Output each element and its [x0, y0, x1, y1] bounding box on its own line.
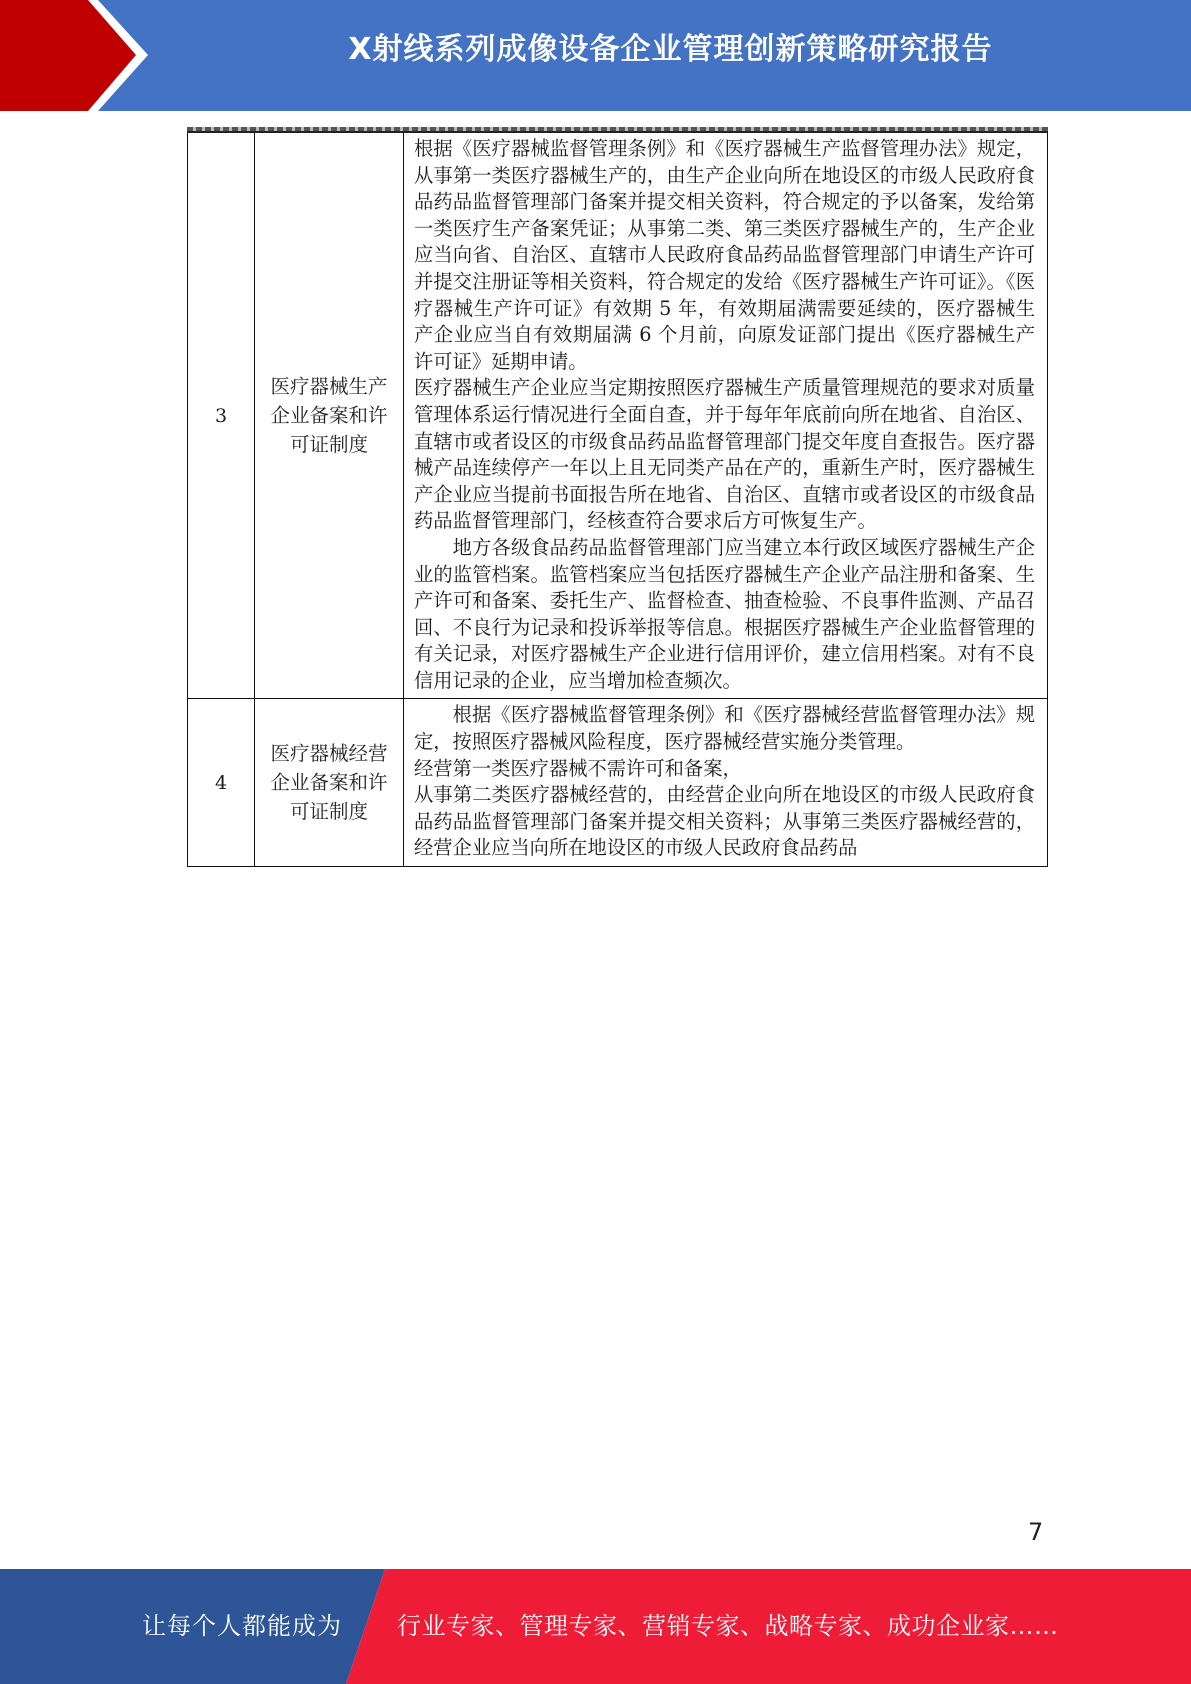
- regulation-name: [255, 699, 404, 867]
- footer-slogan-left: 让每个人都能成为: [142, 1612, 342, 1640]
- regulation-content: [404, 699, 1048, 867]
- row-number: 4: [188, 699, 255, 867]
- table-row: [188, 699, 1048, 867]
- page-number: 7: [1028, 1518, 1044, 1546]
- regulation-name-line: 医疗器械生产: [270, 375, 388, 399]
- content-paragraph: 根据《医疗器械监督管理条例》和《医疗器械生产监督管理办法》规定，从事第一类医疗器械生产的，由生产企业向所在地设区的市级人民政府食品药品监督管理部门备案并提交相关资料，符合规定的予以备案，发给第一类医疗生产备案凭证；从事第二类、第三类医疗器械生产的，生产企业应当向省、自治区、直辖市人民政府食品药品监督管理部门申请生产许可并提交注册证等相关资料，符合规定的发给《医疗器械生产许可证》。《医疗器械生产许可证》有效期 5 年，有效期届满需要延续的，医疗器械生产企业应当自有效期届满 6 个月前，向原发证部门提出《医疗器械生产许可证》延期申请。: [414, 137, 1035, 373]
- table-row: [188, 132, 1048, 699]
- regulation-name: [255, 132, 404, 699]
- regulation-content: [404, 132, 1048, 699]
- row-number: 3: [188, 132, 255, 699]
- content-paragraph: 医疗器械生产企业应当定期按照医疗器械生产质量管理规范的要求对质量管理体系运行情况进行全面自查，并于每年年底前向所在地省、自治区、直辖市或者设区的市级食品药品监督管理部门提交年度自查报告。医疗器械产品连续停产一年以上且无同类产品在产的，重新生产时，医疗器械生产企业应当提前书面报告所在地省、自治区、直辖市或者设区的市级食品药品监督管理部门，经核查符合要求后方可恢复生产。: [414, 376, 1035, 533]
- regulation-name-line: 企业备案和许: [270, 771, 388, 795]
- regulation-name-line: 企业备案和许: [270, 404, 388, 428]
- regulation-table: [187, 131, 1048, 867]
- footer-slogan-right: 行业专家、管理专家、营销专家、战略专家、成功企业家……: [397, 1612, 1059, 1640]
- content-paragraph: 地方各级食品药品监督管理部门应当建立本行政区域医疗器械生产企业的监管档案。监管档案应当包括医疗器械生产企业产品注册和备案、生产许可和备案、委托生产、监督检查、抽查检验、不良事件监测、产品召回、不良行为记录和投诉举报等信息。根据医疗器械生产企业监督管理的有关记录，对医疗器械生产企业进行信用评价，建立信用档案。对有不良信用记录的企业，应当增加检查频次。: [414, 535, 1035, 692]
- content-paragraph: 从事第二类医疗器械经营的，由经营企业向所在地设区的市级人民政府食品药品监督管理部门备案并提交相关资料；从事第三类医疗器械经营的，经营企业应当向所在地设区的市级人民政府食品药品: [414, 783, 1035, 860]
- regulation-name-line: 可证制度: [289, 433, 368, 457]
- page-footer: [0, 1569, 1191, 1684]
- report-title: X射线系列成像设备企业管理创新策略研究报告: [348, 32, 993, 67]
- regulation-name-line: 医疗器械经营: [270, 742, 388, 766]
- page-header: [0, 0, 1191, 111]
- content-paragraph: 经营第一类医疗器械不需许可和备案，: [414, 756, 742, 780]
- content-paragraph: 根据《医疗器械监督管理条例》和《医疗器械经营监督管理办法》规定，按照医疗器械风险程度，医疗器械经营实施分类管理。: [414, 703, 1035, 754]
- regulation-name-line: 可证制度: [289, 800, 368, 824]
